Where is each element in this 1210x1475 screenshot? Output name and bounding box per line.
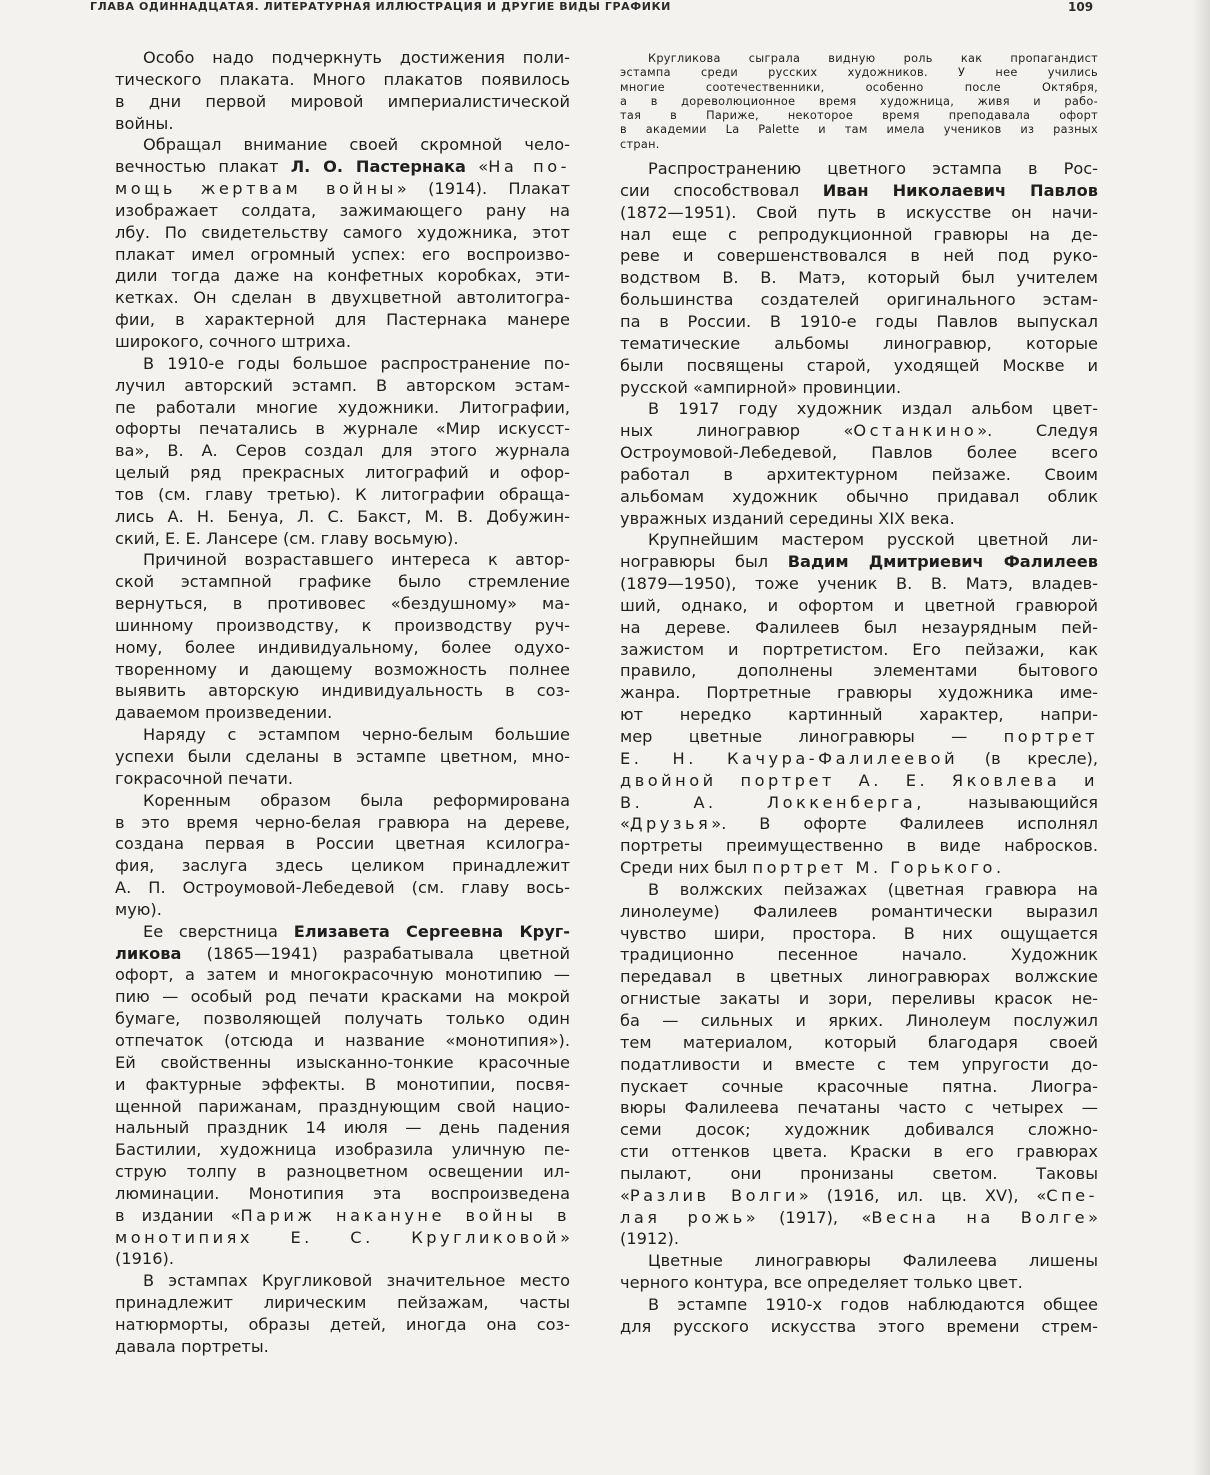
- text-line: [620, 704, 1098, 726]
- text-line: [620, 770, 1098, 792]
- body-paragraph: [620, 158, 1098, 398]
- text-run: » (1916, ил. цв. XV), «: [798, 1185, 1047, 1205]
- spaced-title: мощь жертвам войны: [115, 179, 397, 199]
- text-line: [620, 813, 1098, 835]
- text-run: офорты печатались в журнале «Мир искусст-: [115, 419, 570, 439]
- spaced-title: На по-: [488, 157, 570, 177]
- spaced-title: Друзья: [629, 814, 712, 834]
- spaced-title: двойной портрет А. Е. Яковлева и: [620, 770, 1098, 790]
- body-paragraph: [115, 134, 570, 352]
- text-line: [620, 682, 1098, 704]
- text-line: [620, 52, 1098, 66]
- text-run: вюры Фалилеева печатаны часто с четырех —: [620, 1098, 1098, 1118]
- text-line: [115, 549, 570, 571]
- text-run: «: [620, 1185, 630, 1205]
- text-run: В 1917 году художник издал альбом цвет-: [648, 399, 1098, 419]
- text-line: [115, 1161, 570, 1183]
- text-run: тая в Париже, некоторое время преподавала офорт: [620, 109, 1098, 123]
- spaced-title: портрет М. Горького: [752, 858, 996, 878]
- text-line: [115, 244, 570, 266]
- text-line: [620, 923, 1098, 945]
- text-run: » (1914). Плакат: [396, 179, 570, 199]
- text-line: [115, 397, 570, 419]
- text-run: нальный праздник 14 июля — день падения: [115, 1118, 570, 1138]
- text-line: [620, 879, 1098, 901]
- text-run: лучил авторский эстамп. В авторском эстам-: [115, 375, 570, 395]
- text-line: [115, 178, 570, 200]
- text-line: [620, 857, 1098, 879]
- text-run: гокрасочной печати.: [115, 768, 294, 788]
- text-line: [115, 724, 570, 746]
- bold-name: ликова: [115, 943, 182, 963]
- text-run: (1916).: [115, 1249, 174, 1269]
- text-line: [620, 1250, 1098, 1272]
- text-run: ший, однако, и офортом и цветной гравюрой: [620, 595, 1098, 615]
- running-title: ГЛАВА ОДИННАДЦАТАЯ. ЛИТЕРАТУРНАЯ ИЛЛЮСТРАЦИЯ И ДРУГИЕ ВИДЫ ГРАФИКИ: [90, 0, 671, 13]
- text-run: в академии La Palette и там имела учеников из разных: [620, 123, 1098, 137]
- text-run: Распространению цветного эстампа в Рос-: [648, 159, 1098, 179]
- bold-name: Л. О. Пастернака: [290, 157, 466, 177]
- text-run: были посвящены старой, уходящей Москве и: [620, 355, 1098, 375]
- text-run: правило, дополнены элементами бытового: [620, 661, 1098, 681]
- text-line: [115, 1227, 570, 1249]
- text-line: [115, 877, 570, 899]
- text-line: [620, 95, 1098, 109]
- text-run: В эстампах Кругликовой значительное место: [143, 1271, 570, 1291]
- text-line: [115, 1008, 570, 1030]
- text-line: [620, 420, 1098, 442]
- text-run: » (1917), «: [745, 1207, 872, 1227]
- text-line: [115, 134, 570, 156]
- text-line: [620, 726, 1098, 748]
- body-paragraph: [115, 47, 570, 134]
- text-line: [115, 113, 570, 135]
- text-run: шинному производству, к производству руч-: [115, 615, 570, 635]
- text-line: [620, 245, 1098, 267]
- text-line: [115, 812, 570, 834]
- text-line: [620, 792, 1098, 814]
- text-line: [620, 508, 1098, 530]
- text-line: [620, 398, 1098, 420]
- text-run: дили тогда даже на конфетных коробках, эти-: [115, 266, 570, 286]
- text-line: [620, 944, 1098, 966]
- text-run: семи досок; художник добивался сложно-: [620, 1120, 1098, 1140]
- text-run: ногравюры был: [620, 552, 788, 572]
- text-run: , называющийся: [916, 792, 1099, 812]
- text-run: большинства создателей оригинального эстам-: [620, 290, 1098, 310]
- text-run: (1865—1941) разрабатывала цветной: [181, 943, 570, 963]
- spaced-title: Весна на Волге: [871, 1207, 1089, 1227]
- text-line: [620, 1316, 1098, 1338]
- text-run: отпечаток (отсюда и название «монотипия»).: [115, 1030, 570, 1050]
- text-run: целый ряд прекрасных литографий и офор-: [115, 463, 570, 483]
- text-run: (1912).: [620, 1229, 679, 1249]
- text-run: лись А. Н. Бенуа, Л. С. Бакст, М. В. Добужин-: [115, 506, 570, 526]
- text-line: [620, 1076, 1098, 1098]
- text-line: [115, 69, 570, 91]
- text-run: творенному и дающему возможность полнее: [115, 659, 570, 679]
- text-run: В волжских пейзажах (цветная гравюра на: [648, 879, 1098, 899]
- text-line: [620, 486, 1098, 508]
- text-line: [115, 418, 570, 440]
- text-run: эстампа среди русских художников. У нее учились: [620, 66, 1098, 80]
- spaced-title: Е. Н. Качура-Фалилеевой: [620, 748, 959, 768]
- text-line: [620, 224, 1098, 246]
- text-run: даваемом произведении.: [115, 703, 333, 723]
- bold-name: Вадим Дмитриевич Фалилеев: [787, 552, 1098, 572]
- text-run: Крупнейшим мастером русской цветной ли-: [648, 530, 1098, 550]
- text-run: пию — особый род печати красками на мокрой: [115, 987, 570, 1007]
- text-line: [115, 353, 570, 375]
- text-line: [620, 123, 1098, 137]
- text-line: [115, 746, 570, 768]
- text-run: в издании «: [115, 1205, 241, 1225]
- text-run: пускает сочные красочные пятна. Лиогра-: [620, 1076, 1098, 1096]
- text-line: [115, 265, 570, 287]
- text-run: (1879—1950), тоже ученик В. В. Матэ, владев-: [620, 574, 1098, 594]
- text-run: кетках. Он сделан в двухцветной автолитогра-: [115, 288, 570, 308]
- text-line: [620, 595, 1098, 617]
- text-run: Ее сверстница: [143, 921, 294, 941]
- body-paragraph: [620, 1250, 1098, 1294]
- text-run: и фактурные эффекты. В монотипии, посвя-: [115, 1074, 570, 1094]
- bold-name: Иван Николаевич Павлов: [822, 180, 1098, 200]
- text-run: Ей свойственны изысканно-тонкие красочные: [115, 1052, 570, 1072]
- text-run: русской «ампирной» провинции.: [620, 377, 902, 397]
- text-run: успехи были сделаны в эстампе цветном, мно-: [115, 747, 570, 766]
- text-line: [115, 571, 570, 593]
- text-run: ных линогравюр «: [620, 421, 854, 441]
- text-run: тического плаката. Много плакатов появилось: [115, 69, 570, 89]
- text-run: альбомам художник обычно придавал облик: [620, 486, 1098, 506]
- text-line: [115, 506, 570, 528]
- text-line: [620, 1185, 1098, 1207]
- text-line: [115, 833, 570, 855]
- text-line: [115, 1314, 570, 1336]
- text-run: Причиной возраставшего интереса к автор-: [143, 550, 570, 570]
- text-run: стран.: [620, 137, 660, 151]
- text-run: тематические альбомы линогравюр, которые: [620, 333, 1098, 353]
- text-line: [115, 899, 570, 921]
- text-run: ва», В. А. Серов создал для этого журнала: [115, 441, 570, 461]
- text-run: создана первая в России цветная ксилогра-: [115, 834, 570, 854]
- text-run: Кругликова сыграла видную роль как пропагандист: [648, 52, 1098, 65]
- page-number: 109: [1068, 0, 1094, 14]
- spaced-title: монотипиях Е. С. Кругликовой: [115, 1227, 561, 1247]
- text-run: ». В офорте Фалилеев исполнял: [711, 814, 1098, 834]
- footnote-paragraph: [620, 52, 1098, 152]
- text-line: [620, 311, 1098, 333]
- text-run: тем материалом, который благодаря своей: [620, 1032, 1098, 1052]
- text-run: многие соотечественники, особенно после Октября,: [620, 80, 1098, 94]
- text-line: [115, 790, 570, 812]
- text-run: В эстампе 1910-х годов наблюдаются общее: [648, 1294, 1098, 1314]
- text-line: [115, 615, 570, 637]
- text-run: В 1910-е годы большое распространение по-: [143, 353, 570, 373]
- text-line: [115, 964, 570, 986]
- text-line: [115, 287, 570, 309]
- text-run: традиционно песенное начало. Художник: [620, 945, 1098, 965]
- text-run: пылают, они пронизаны светом. Таковы: [620, 1163, 1098, 1183]
- spaced-title: Останкино: [853, 421, 978, 441]
- text-line: [115, 91, 570, 113]
- text-run: жанра. Портретные гравюры художника име-: [620, 683, 1098, 703]
- text-run: (1872—1951). Свой путь в искусстве он начи-: [620, 202, 1098, 222]
- text-run: сти оттенков цвета. Краски в его гравюрах: [620, 1142, 1098, 1162]
- text-line: [620, 202, 1098, 224]
- text-run: (в кресле),: [958, 748, 1099, 768]
- text-run: ба — сильных и ярких. Линолеум послужил: [620, 1010, 1098, 1030]
- body-paragraph: [620, 398, 1098, 529]
- text-line: [115, 768, 570, 790]
- text-run: ». Следуя: [977, 421, 1098, 441]
- text-run: струю толпу в разноцветном освещении ил-: [115, 1162, 570, 1182]
- bold-name: Елизавета Сергеевна Круг-: [293, 921, 570, 941]
- text-line: [115, 921, 570, 943]
- text-line: [620, 464, 1098, 486]
- text-run: вернуться, в противовес «бездушному» ма-: [115, 594, 570, 614]
- text-run: мую).: [115, 899, 162, 919]
- text-line: [115, 47, 570, 69]
- text-line: [115, 855, 570, 877]
- text-line: [115, 1030, 570, 1052]
- text-run: для русского искусства этого времени стрем-: [620, 1316, 1098, 1336]
- text-run: ному, более индивидуальному, более одухо-: [115, 637, 570, 657]
- body-paragraph: [620, 879, 1098, 1250]
- text-run: ский, Е. Е. Лансере (см. главу восьмую).: [115, 528, 459, 548]
- body-paragraph: [115, 921, 570, 1271]
- text-line: [115, 1205, 570, 1227]
- text-line: [115, 637, 570, 659]
- text-run: пе работали многие художники. Литографии,: [115, 397, 570, 417]
- text-run: в дни первой мировой империалистической: [115, 91, 570, 111]
- text-line: [115, 440, 570, 462]
- text-run: широкого, сочного штриха.: [115, 331, 351, 351]
- text-line: [115, 222, 570, 244]
- text-run: фии, в характерной для Пастернака манере: [115, 310, 570, 330]
- spaced-title: Разлив Волги: [629, 1185, 799, 1205]
- text-line: [115, 680, 570, 702]
- text-line: [620, 529, 1098, 551]
- text-run: портреты преимущественно в виде набросков.: [620, 836, 1098, 856]
- text-line: [115, 986, 570, 1008]
- text-run: тов (см. главу третью). К литографии обраща-: [115, 484, 570, 504]
- text-line: [115, 528, 570, 550]
- text-line: [620, 333, 1098, 355]
- text-line: [115, 462, 570, 484]
- text-run: Обращал внимание своей скромной чело-: [143, 135, 570, 155]
- text-run: натюрморты, образы детей, иногда она соз-: [115, 1314, 570, 1334]
- text-line: [620, 377, 1098, 399]
- text-line: [620, 442, 1098, 464]
- body-paragraph: [115, 353, 570, 550]
- text-run: «: [465, 157, 489, 177]
- text-run: Наряду с эстампом черно-белым большие: [143, 725, 570, 745]
- text-run: лбу. По свидетельству самого художника, этот: [115, 222, 570, 242]
- body-paragraph: [620, 1294, 1098, 1338]
- text-line: [115, 331, 570, 353]
- text-line: [620, 1119, 1098, 1141]
- text-line: [620, 835, 1098, 857]
- text-line: [620, 901, 1098, 923]
- text-line: [115, 1183, 570, 1205]
- text-run: плакат имел огромный успех: его воспроизво-: [115, 244, 570, 264]
- text-run: а в дореволюционное время художница, живя и рабо-: [620, 94, 1098, 108]
- text-line: [620, 966, 1098, 988]
- text-line: [620, 988, 1098, 1010]
- text-run: фия, заслуга здесь целиком принадлежит: [115, 856, 570, 876]
- text-line: [620, 355, 1098, 377]
- text-run: мер цветные линогравюры —: [620, 727, 1004, 747]
- text-line: [115, 1096, 570, 1118]
- text-run: чувство шири, простора. В них ощущается: [620, 923, 1098, 943]
- text-line: [115, 309, 570, 331]
- text-run: огнистые закаты и зори, переливы красок не-: [620, 989, 1098, 1009]
- right-column: [620, 52, 1098, 1338]
- text-line: [620, 573, 1098, 595]
- text-line: [620, 1141, 1098, 1163]
- text-run: Среди них был: [620, 858, 753, 878]
- text-line: [115, 484, 570, 506]
- text-run: линолеуме) Фалилеев романтически выразил: [620, 901, 1098, 921]
- text-run: войны.: [115, 113, 174, 133]
- text-run: .: [995, 858, 1002, 878]
- text-line: [620, 1207, 1098, 1229]
- text-line: [620, 1228, 1098, 1250]
- text-run: в это время черно-белая гравюра на дереве,: [115, 812, 570, 832]
- text-line: [115, 1270, 570, 1292]
- text-line: [620, 81, 1098, 95]
- body-paragraph: [115, 549, 570, 724]
- text-run: принадлежит лирическим пейзажам, часты: [115, 1293, 570, 1313]
- text-run: податливости и вместе с тем упругости до-: [620, 1054, 1098, 1074]
- body-paragraph: [620, 529, 1098, 879]
- text-run: черного контура, все определяет только цвет.: [620, 1273, 1023, 1293]
- text-run: »: [560, 1227, 570, 1247]
- text-line: [620, 748, 1098, 770]
- text-run: Особо надо подчеркнуть достижения поли-: [143, 48, 570, 67]
- text-line: [620, 66, 1098, 80]
- text-run: изображает солдата, зажимающего рану на: [115, 200, 570, 220]
- page-gutter-shadow: [1192, 0, 1210, 1475]
- text-line: [620, 138, 1098, 152]
- text-run: работал в архитектурном пейзаже. Своим: [620, 464, 1098, 484]
- text-line: [115, 1292, 570, 1314]
- body-paragraph: [115, 790, 570, 921]
- text-run: щенной парижанам, празднующим свой нацио-: [115, 1096, 570, 1116]
- text-line: [620, 1294, 1098, 1316]
- text-run: Цветные линогравюры Фалилеева лишены: [648, 1251, 1098, 1271]
- text-line: [115, 200, 570, 222]
- text-run: зажистом и портретистом. Его пейзажи, как: [620, 639, 1098, 659]
- text-run: передавал в цветных линогравюрах волжские: [620, 967, 1098, 987]
- text-line: [115, 1052, 570, 1074]
- body-paragraph: [115, 1270, 570, 1357]
- text-run: Бастилии, художница изобразила уличную пе-: [115, 1140, 570, 1160]
- text-run: вечностью плакат: [115, 157, 291, 177]
- spaced-title: портрет: [1003, 727, 1098, 747]
- left-column: [115, 47, 570, 1358]
- text-line: [115, 1248, 570, 1270]
- text-run: ской эстампной графике было стремление: [115, 572, 570, 592]
- text-run: выявить авторскую индивидуальность в соз-: [115, 681, 570, 701]
- text-line: [115, 593, 570, 615]
- text-line: [620, 267, 1098, 289]
- text-line: [620, 660, 1098, 682]
- text-line: [620, 1054, 1098, 1076]
- spaced-title: Спе-: [1046, 1185, 1098, 1205]
- text-run: реве и совершенствовался в ней под руко-: [620, 246, 1098, 266]
- text-line: [620, 1010, 1098, 1032]
- spaced-title: В. А. Локкенберга: [620, 792, 917, 812]
- text-line: [620, 617, 1098, 639]
- text-run: люминации. Монотипия эта воспроизведена: [115, 1183, 570, 1203]
- text-run: на дереве. Фалилеев был незаурядным пей-: [620, 617, 1098, 637]
- text-line: [620, 109, 1098, 123]
- body-paragraph: [115, 724, 570, 790]
- text-run: увражных изданий середины XIX века.: [620, 508, 955, 528]
- spaced-title: Париж накануне войны в: [240, 1205, 570, 1225]
- text-run: водством В. В. Матэ, который был учителем: [620, 268, 1098, 288]
- text-line: [115, 1074, 570, 1096]
- text-line: [115, 375, 570, 397]
- text-run: «: [620, 814, 630, 834]
- text-run: сии способствовал: [620, 180, 823, 200]
- text-run: бумаге, позволяющей получать только один: [115, 1009, 570, 1029]
- text-line: [620, 1163, 1098, 1185]
- text-line: [115, 943, 570, 965]
- text-run: давала портреты.: [115, 1336, 269, 1356]
- text-line: [115, 659, 570, 681]
- text-run: нал еще с репродукционной гравюры на де-: [620, 224, 1098, 244]
- text-line: [115, 1117, 570, 1139]
- text-run: А. П. Остроумовой-Лебедевой (см. главу вось-: [115, 878, 570, 898]
- text-line: [115, 1139, 570, 1161]
- text-run: Остроумовой-Лебедевой, Павлов более всего: [620, 443, 1098, 463]
- text-run: Коренным образом была реформирована: [143, 790, 570, 810]
- text-line: [620, 158, 1098, 180]
- text-run: »: [1088, 1207, 1098, 1227]
- text-line: [620, 1272, 1098, 1294]
- text-run: офорт, а затем и многокрасочную монотипию —: [115, 965, 570, 985]
- text-line: [620, 289, 1098, 311]
- text-line: [115, 156, 570, 178]
- text-line: [620, 1032, 1098, 1054]
- text-run: ют нередко картинный характер, напри-: [620, 705, 1098, 725]
- text-line: [620, 639, 1098, 661]
- text-run: па в России. В 1910-е годы Павлов выпускал: [620, 311, 1098, 331]
- spaced-title: лая рожь: [620, 1207, 746, 1227]
- text-line: [115, 702, 570, 724]
- text-line: [115, 1336, 570, 1358]
- text-line: [620, 180, 1098, 202]
- text-line: [620, 1097, 1098, 1119]
- text-line: [620, 551, 1098, 573]
